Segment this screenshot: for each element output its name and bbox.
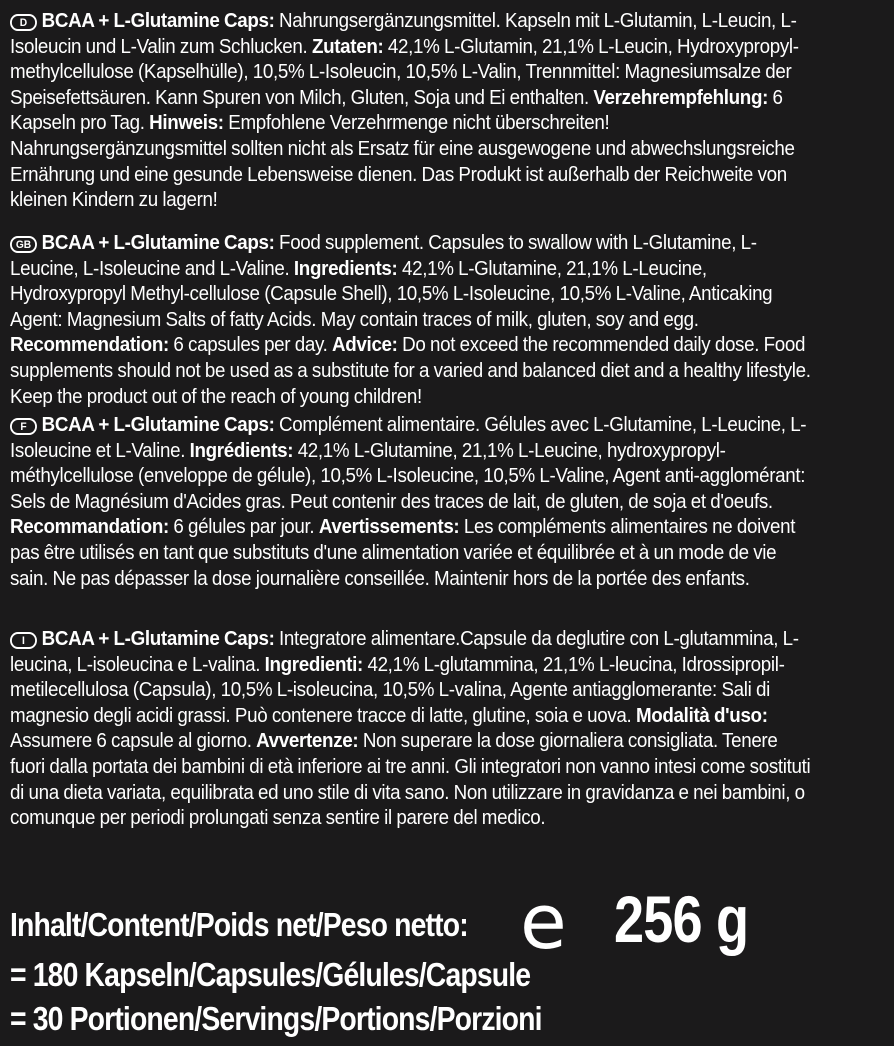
bold-heading-text: Recommendation: bbox=[10, 334, 169, 357]
bold-heading-text: Ingredienti: bbox=[264, 653, 363, 676]
german-text-block bbox=[10, 9, 815, 214]
body-text: Food supplement. Capsules to swallow with L-Glutamine, L-Leucine, L-Isoleucine and L-Valine. bbox=[10, 232, 757, 280]
language-badge-fr: F bbox=[10, 418, 37, 435]
serving-count: = 30 Portionen/Servings/Portions/Porzioni bbox=[10, 1000, 542, 1037]
net-weight-value: 256 g bbox=[614, 882, 749, 956]
bold-heading-text: Zutaten: bbox=[311, 35, 384, 58]
body-text: Integratore alimentare.Capsule da deglutire con L-glutammina, L-leucina, L-isoleucina e L-valina. bbox=[10, 628, 799, 676]
net-content-section bbox=[10, 876, 890, 1046]
capsule-count: = 180 Kapseln/Capsules/Gélules/Capsule bbox=[10, 956, 531, 993]
body-text: Les compléments alimentaires ne doivent pas être utilisés en tant que substituts d'une alimentation variée et équilibrée et à un mode de vie sain. Ne pas dépasser la dose journalière conseillée. Maintenir hors de la portée des enfants. bbox=[10, 516, 796, 590]
body-text: 6 Kapseln pro Tag. bbox=[10, 86, 783, 135]
body-text: 42,1% L-Glutamine, 21,1% L-Leucine, hydroxypropyl-méthylcellulose (enveloppe de gélule), 10,5% L-Isoleucine, 10,5% L-Valine, Agent anti-agglomérant: Sels de Magnésium d'Acides gras. Peut contenir des traces de lait, de gluten, de soja et d'oeufs. bbox=[10, 439, 806, 513]
body-text: 6 capsules per day. bbox=[168, 334, 333, 357]
body-text: 42,1% L-Glutamin, 21,1% L-Leucin, Hydroxypropyl-methylcellulose (Kapselhülle), 10,5% L-Isoleucin, 10,5% L-Valin, Trennmittel: Magnesiumsalze der Speisefettsäuren. Kann Spuren von Milch, Gluten, Soja und Ei enthalten. bbox=[10, 35, 799, 109]
bold-heading-text: BCAA + L-Glutamine Caps: bbox=[41, 10, 275, 32]
bold-heading-text: Recommandation: bbox=[10, 516, 169, 539]
body-text: Nahrungsergänzungsmittel. Kapseln mit L-Glutamin, L-Leucin, L-Isoleucin und L-Valin zum Schlucken. bbox=[10, 10, 797, 58]
language-badge-it: I bbox=[10, 632, 37, 649]
french-text bbox=[10, 414, 806, 590]
bold-heading-text: Advice: bbox=[332, 334, 398, 357]
italian-text-block bbox=[10, 627, 815, 832]
body-text: 42,1% L-glutammina, 21,1% L-leucina, Idrossipropil-metilecellulosa (Capsula), 10,5% L-isoleucina, 10,5% L-valina, Agente antiagglomerante: Sali di magnesio degli acidi grassi. Può contenere tracce di latte, glutine, soia e uova. bbox=[10, 653, 785, 727]
body-text: Complément alimentaire. Gélules avec L-Glutamine, L-Leucine, L-Isoleucine et L-Valine. bbox=[10, 414, 807, 462]
italian-text bbox=[10, 628, 810, 829]
net-content-label: Inhalt/Content/Poids net/Peso netto: bbox=[10, 906, 468, 943]
bold-heading-text: Avertissements: bbox=[318, 516, 460, 539]
bold-heading-text: Hinweis: bbox=[149, 112, 224, 135]
bold-heading-text: BCAA + L-Glutamine Caps: bbox=[41, 628, 275, 650]
bold-heading-text: BCAA + L-Glutamine Caps: bbox=[41, 414, 275, 436]
body-text: 6 gélules par jour. bbox=[168, 516, 319, 539]
bold-heading-text: Avvertenze: bbox=[256, 730, 359, 753]
bold-heading-text: BCAA + L-Glutamine Caps: bbox=[41, 232, 275, 254]
french-text-block bbox=[10, 413, 815, 592]
body-text: Do not exceed the recommended daily dose. Food supplements should not be used as a substitute for a varied and balanced diet and a healthy lifestyle. Keep the product out of the reach of young children! bbox=[10, 334, 811, 408]
bold-heading-text: Ingrédients: bbox=[189, 439, 294, 462]
language-badge-gb: GB bbox=[10, 236, 37, 253]
bold-heading-text: Modalità d'uso: bbox=[635, 704, 768, 727]
body-text: Non superare la dose giornaliera consigliata. Tenere fuori dalla portata dei bambini di età inferiore ai tre anni. Gli integratori non vanno intesi come sostituti di una dieta variata, equilibrata ed uno stile di vita sano. Non utilizzare in gravidanza e nei bambini, o comunque per periodi prolungati senza sentire il parere del medico. bbox=[10, 730, 811, 830]
body-text: 42,1% L-Glutamine, 21,1% L-Leucine, Hydroxypropyl Methyl-cellulose (Capsule Shell), 10,5% L-Isoleucine, 10,5% L-Valine, Anticaking Agent: Magnesium Salts of fatty Acids. May contain traces of milk, gluten, soy and egg. bbox=[10, 257, 773, 331]
german-text bbox=[10, 10, 799, 211]
body-text: Assumere 6 capsule al giorno. bbox=[10, 730, 257, 753]
language-badge-de: D bbox=[10, 14, 37, 31]
bold-heading-text: Verzehrempfehlung: bbox=[593, 86, 769, 109]
body-text: Empfohlene Verzehrmenge nicht überschreiten! Nahrungsergänzungsmittel sollten nicht als Ersatz für eine ausgewogene und abwechslungsreiche Ernährung und eine gesunde Lebensweise dienen. Das Produkt ist außerhalb der Reichweite von kleinen Kindern zu lagern! bbox=[10, 112, 795, 212]
english-text-block bbox=[10, 231, 815, 410]
estimated-sign-icon: e bbox=[520, 877, 567, 966]
bold-heading-text: Ingredients: bbox=[293, 257, 398, 280]
english-text bbox=[10, 232, 811, 408]
